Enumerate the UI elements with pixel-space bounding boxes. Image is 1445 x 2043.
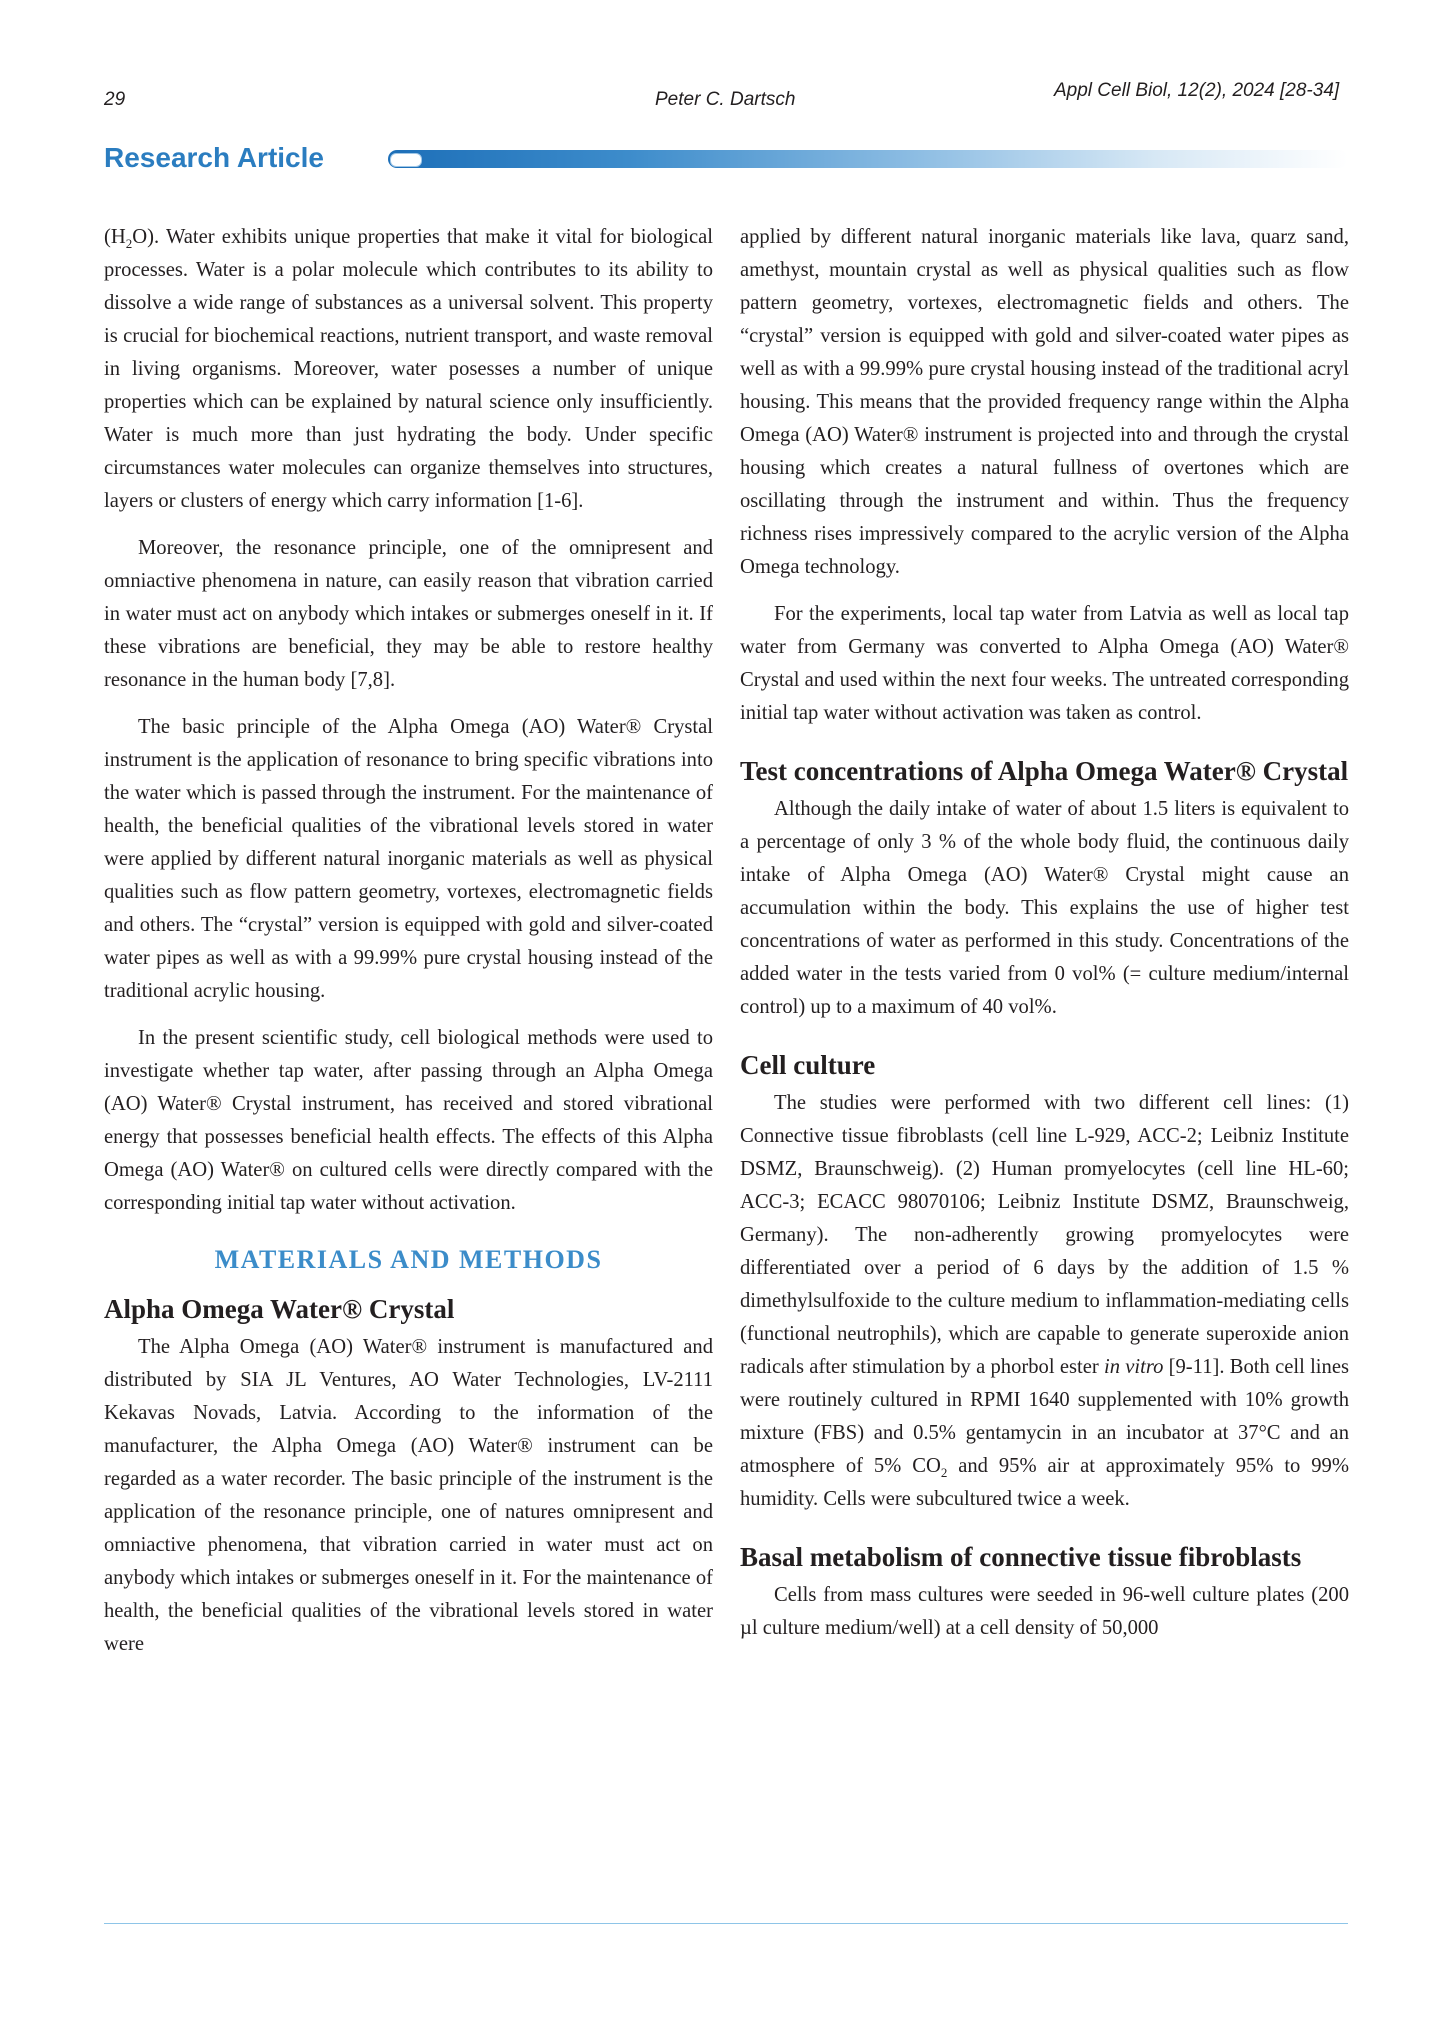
page-number: 29 [104, 89, 126, 110]
paragraph: The studies were performed with two different cell lines: (1) Connective tissue fibroblasts (cell line L-929, ACC-2; Leibniz Institute DSMZ, Braunschweig). (2) Human promyelocytes (cell line HL-60; ACC-3; ECACC 98070106; Leibniz Institute DSMZ, Braunschweig, Germany). The non-adherently growing promyelocytes were differentiated over a period of 6 days by the addition of 1.5 % dimethylsulfoxide to the culture medium to inflammation-mediating cells (functional neutrophils), which are capable to generate superoxide anion radicals after stimulation by a phorbol ester in vitro [9-11]. Both cell lines were routinely cultured in RPMI 1640 supplemented with 10% growth mixture (FBS) and 0.5% gentamycin in an incubator at 37°C and an atmosphere of 5% $CO_2$ and 95% air at approximately 95% to 99% humidity. Cells were subcultured twice a week. [740, 1092, 1349, 1510]
paragraph: $(H_2O)$. Water exhibits unique properties that make it vital for biological processes. Water is a polar molecule which contributes to its ability to dissolve a wide range of substances as a universal solvent. This property is crucial for biochemical reactions, nutrient transport, and waste removal in living organisms. Moreover, water posesses a number of unique properties which can be explained by natural science only insufficiently. Water is much more than just hydrating the body. Under specific circumstances water molecules can organize themselves into structures, layers or clusters of energy which carry information [1-6]. [104, 226, 713, 512]
paragraph: The basic principle of the Alpha Omega (AO) Water® Crystal instrument is the application of resonance to bring specific vibrations into the water which is passed through the instrument. For the maintenance of health, the beneficial qualities of the vibrational levels stored in water were applied by different natural inorganic materials as well as physical qualities such as flow pattern geometry, vortexes, electromagnetic fields and others. The “crystal” version is equipped with gold and silver-coated water pipes as well as with a 99.99% pure crystal housing instead of the traditional acrylic housing. [104, 716, 713, 1002]
paragraph: applied by different natural inorganic materials like lava, quarz sand, amethyst, mountain crystal as well as physical qualities such as flow pattern geometry, vortexes, electromagnetic fields and others. The “crystal” version is equipped with gold and silver-coated water pipes as well as with a 99.99% pure crystal housing instead of the traditional acryl housing. This means that the provided frequency range within the Alpha Omega (AO) Water® instrument is projected into and through the crystal housing which creates a natural fullness of overtones which are oscillating through the instrument and within. Thus the frequency richness rises impressively compared to the acrylic version of the Alpha Omega technology. [740, 226, 1349, 578]
paragraph: Cells from mass cultures were seeded in 96-well culture plates (200 µl culture medium/well) at a cell density of 50,000 [740, 1584, 1349, 1639]
paragraph: Moreover, the resonance principle, one of the omnipresent and omniactive phenomena in nature, can easily reason that vibration carried in water must act on anybody which intakes or submerges oneself in it. If these vibrations are beneficial, they may be able to restore healthy resonance in the human body [7,8]. [104, 537, 713, 691]
paragraph: The Alpha Omega (AO) Water® instrument is manufactured and distributed by SIA JL Ventures, AO Water Technologies, LV-2111 Kekavas Novads, Latvia. According to the information of the manufacturer, the Alpha Omega (AO) Water® instrument can be regarded as a water recorder. The basic principle of the instrument is the application of the resonance principle, one of natures omnipresent and omniactive phenomena, that vibration carried in water must act on anybody which intakes or submerges oneself in it. For the maintenance of health, the beneficial qualities of the vibrational levels stored in water were [104, 1336, 713, 1655]
subsection-heading: Basal metabolism of connective tissue fibroblasts [740, 1542, 1302, 1572]
footer-rule [104, 1923, 1348, 1924]
journal-citation: Appl Cell Biol, 12(2), 2024 [28-34] [1054, 80, 1340, 101]
section-heading: MATERIALS AND METHODS [214, 1245, 603, 1274]
header-decorative-bar [388, 150, 1348, 168]
header-bar-dot [390, 153, 422, 167]
paragraph: In the present scientific study, cell biological methods were used to investigate whether tap water, after passing through an Alpha Omega (AO) Water® Crystal instrument, has received and stored vibrational energy that possesses beneficial health effects. The effects of this Alpha Omega (AO) Water® on cultured cells were directly compared with the corresponding initial tap water without activation. [104, 1027, 713, 1214]
running-author: Peter C. Dartsch [655, 89, 796, 110]
subsection-heading: Test concentrations of Alpha Omega Water® Crystal [740, 756, 1349, 786]
paragraph: For the experiments, local tap water from Latvia as well as local tap water from Germany was converted to Alpha Omega (AO) Water® Crystal and used within the next four weeks. The untreated corresponding initial tap water without activation was taken as control. [740, 603, 1349, 724]
paragraph: Although the daily intake of water of about 1.5 liters is equivalent to a percentage of only 3 % of the whole body fluid, the continuous daily intake of Alpha Omega (AO) Water® Crystal might cause an accumulation within the body. This explains the use of higher test concentrations of water as performed in this study. Concentrations of the added water in the tests varied from 0 vol% (= culture medium/internal control) up to a maximum of 40 vol%. [740, 798, 1349, 1018]
article-type-label: Research Article [104, 142, 324, 173]
left-column [104, 221, 713, 1675]
subsection-heading: Alpha Omega Water® Crystal [104, 1294, 455, 1324]
subsection-heading: Cell culture [740, 1050, 876, 1080]
right-column [740, 221, 1349, 1659]
